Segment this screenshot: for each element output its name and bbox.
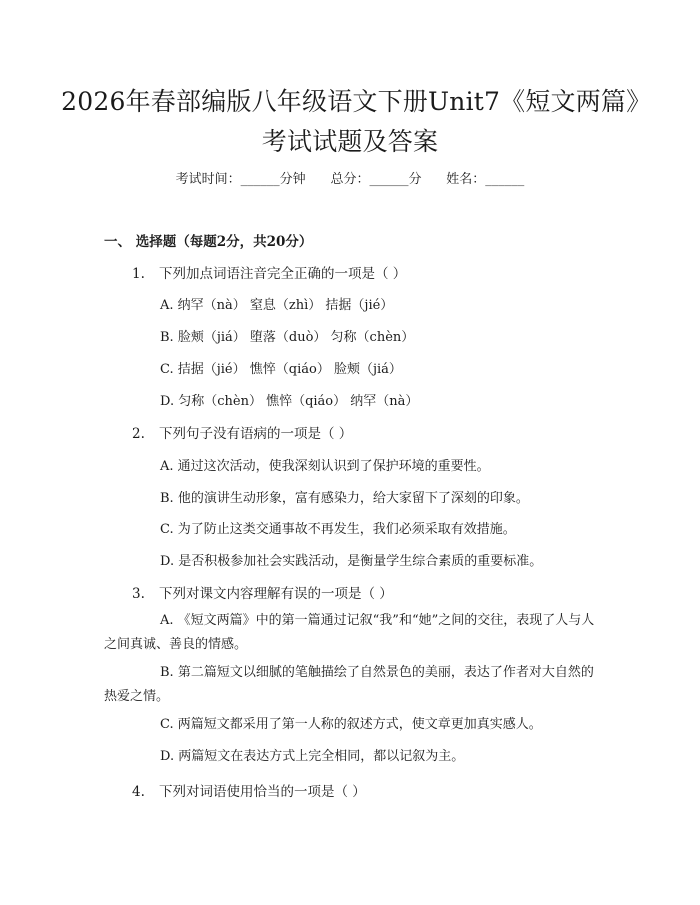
question-number: 2.: [132, 426, 145, 442]
question-number: 1.: [132, 266, 145, 282]
question-2-option-d: D. 是否积极参加社会实践活动，是衡量学生综合素质的重要标准。: [160, 554, 543, 569]
student-name: 姓名：______: [446, 172, 525, 187]
question-3: [132, 582, 393, 602]
question-text: 下列加点词语注音完全正确的一项是（ ）: [159, 266, 407, 282]
question-3-option-d: D. 两篇短文在表达方式上完全相同，都以记叙为主。: [160, 749, 465, 764]
section-heading: 一、 选择题（每题2分，共20分）: [104, 234, 313, 250]
question-1: [132, 262, 406, 282]
question-4: [132, 780, 366, 800]
question-text: 下列句子没有语病的一项是（ ）: [159, 426, 353, 442]
question-1-option-b: B. 脸颊（jiá） 堕落（duò） 匀称（chèn）: [160, 330, 415, 345]
document-title: 2026年春部编版八年级语文下册Unit7《短文两篇》考试试题及答案: [61, 87, 639, 156]
question-number: 3.: [132, 586, 145, 602]
question-2-option-b: B. 他的演讲生动形象，富有感染力，给大家留下了深刻的印象。: [160, 491, 529, 506]
question-3-option-c: C. 两篇短文都采用了第一人称的叙述方式，使文章更加真实感人。: [160, 717, 542, 732]
exam-meta: [0, 168, 700, 187]
question-text: 下列对词语使用恰当的一项是（ ）: [159, 784, 366, 800]
question-1-option-a: A. 纳罕（nà） 窒息（zhì） 拮据（jié）: [160, 298, 394, 313]
question-number: 4.: [132, 784, 145, 800]
question-text: 下列对课文内容理解有误的一项是（ ）: [159, 586, 393, 602]
question-2: [132, 422, 352, 442]
question-1-option-c: C. 拮据（jié） 憔悴（qiáo） 脸颊（jiá）: [160, 362, 402, 377]
question-3-option-b: B. 第二篇短文以细腻的笔触描绘了自然景色的美丽，表达了作者对大自然的热爱之情。: [104, 665, 594, 704]
total-score: 总分：______分: [330, 172, 422, 187]
question-2-option-a: A. 通过这次活动，使我深刻认识到了保护环境的重要性。: [160, 459, 490, 474]
question-2-option-c: C. 为了防止这类交通事故不再发生，我们必须采取有效措施。: [160, 522, 516, 537]
exam-time: 考试时间：______分钟: [175, 172, 306, 187]
question-1-option-d: D. 匀称（chèn） 憔悴（qiáo） 纳罕（nà）: [160, 394, 419, 409]
question-3-option-a: A. 《短文两篇》中的第一篇通过记叙“我”和“她”之间的交往，表现了人与人之间真诚、善良的情感。: [104, 613, 595, 652]
